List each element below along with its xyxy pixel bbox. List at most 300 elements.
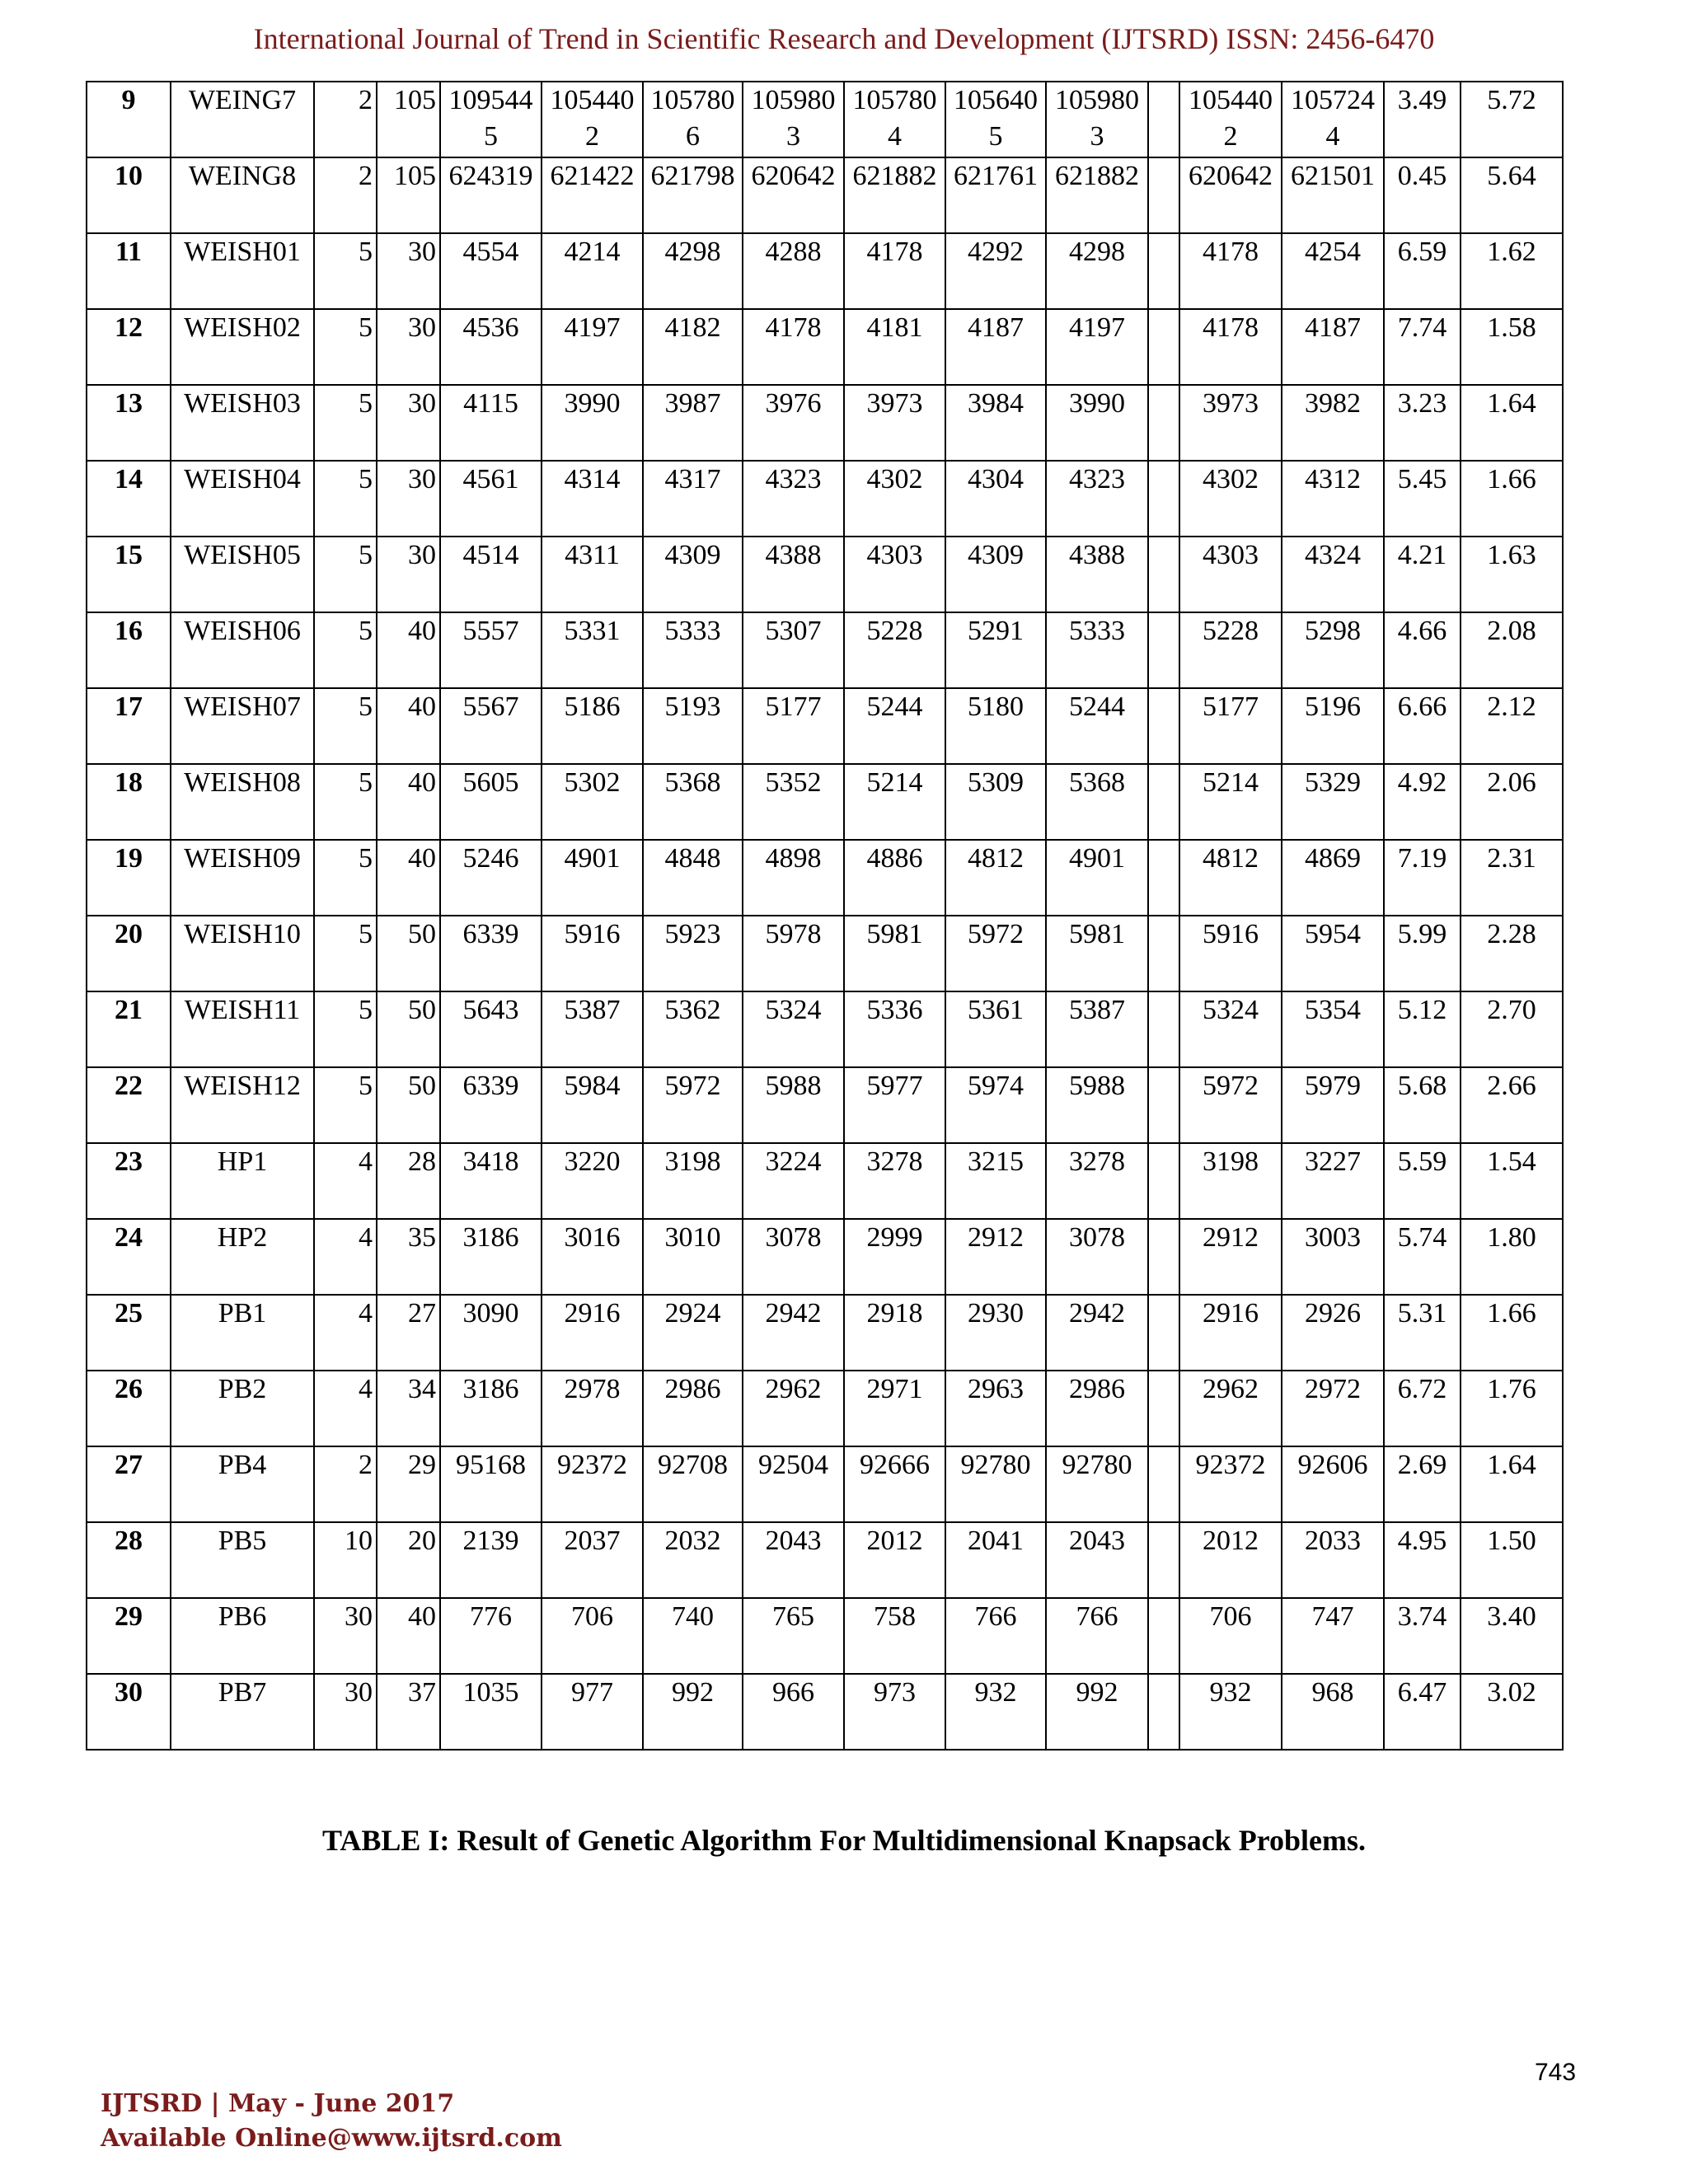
table-cell: 4324 xyxy=(1282,537,1384,612)
table-row xyxy=(87,309,1563,385)
table-cell: 621882 xyxy=(844,157,945,233)
journal-header: International Journal of Trend in Scientific Research and Development (IJTSRD) ISSN: 2456-6470 xyxy=(253,22,1435,55)
instance-name-cell: PB5 xyxy=(171,1522,314,1598)
table-row xyxy=(87,1219,1563,1295)
row-index-cell: 12 xyxy=(87,309,171,385)
table-cell: 3198 xyxy=(643,1143,743,1219)
table-cell: 6339 xyxy=(440,1067,542,1143)
instance-name-cell: PB7 xyxy=(171,1674,314,1750)
table-cell: 1057804 xyxy=(844,82,945,157)
table-cell: 4309 xyxy=(643,537,743,612)
table-cell: 5977 xyxy=(844,1067,945,1143)
table-cell: 4288 xyxy=(743,233,844,309)
table-cell: 4182 xyxy=(643,309,743,385)
row-index-cell: 11 xyxy=(87,233,171,309)
table-cell: 5324 xyxy=(743,991,844,1067)
table-cell xyxy=(1148,1674,1179,1750)
table-cell: 706 xyxy=(1179,1598,1282,1674)
table-cell: 92708 xyxy=(643,1446,743,1522)
table-cell: 5354 xyxy=(1282,991,1384,1067)
table-cell xyxy=(1148,233,1179,309)
table-cell: 5 xyxy=(314,1067,377,1143)
table-cell: 5 xyxy=(314,840,377,916)
table-cell: 50 xyxy=(377,991,440,1067)
table-cell: 4214 xyxy=(542,233,643,309)
table-cell: 35 xyxy=(377,1219,440,1295)
table-cell: 4298 xyxy=(643,233,743,309)
row-index-cell: 17 xyxy=(87,688,171,764)
table-cell: 2924 xyxy=(643,1295,743,1371)
table-cell: 3016 xyxy=(542,1219,643,1295)
table-cell: 4901 xyxy=(542,840,643,916)
table-cell: 3278 xyxy=(844,1143,945,1219)
table-cell: 40 xyxy=(377,764,440,840)
row-index-cell: 16 xyxy=(87,612,171,688)
table-cell: 2930 xyxy=(945,1295,1046,1371)
table-cell: 3.40 xyxy=(1461,1598,1563,1674)
table-cell: 4178 xyxy=(743,309,844,385)
table-cell: 4536 xyxy=(440,309,542,385)
table-cell: 5180 xyxy=(945,688,1046,764)
table-cell: 621761 xyxy=(945,157,1046,233)
table-cell xyxy=(1148,612,1179,688)
table-cell: 1.64 xyxy=(1461,1446,1563,1522)
table-cell: 3.02 xyxy=(1461,1674,1563,1750)
table-cell: 624319 xyxy=(440,157,542,233)
instance-name-cell: WEISH09 xyxy=(171,840,314,916)
table-cell: 3990 xyxy=(1046,385,1148,461)
table-cell: 2.69 xyxy=(1384,1446,1461,1522)
table-row xyxy=(87,1446,1563,1522)
table-cell: 5368 xyxy=(1046,764,1148,840)
table-cell: 5361 xyxy=(945,991,1046,1067)
table-cell: 1095445 xyxy=(440,82,542,157)
table-cell: 4178 xyxy=(1179,233,1282,309)
table-cell: 2926 xyxy=(1282,1295,1384,1371)
table-cell: 5214 xyxy=(844,764,945,840)
table-cell: 105 xyxy=(377,157,440,233)
instance-name-cell: WEING8 xyxy=(171,157,314,233)
table-cell: 30 xyxy=(377,537,440,612)
table-cell xyxy=(1148,840,1179,916)
table-cell: 3215 xyxy=(945,1143,1046,1219)
table-cell: 5605 xyxy=(440,764,542,840)
table-cell: 3220 xyxy=(542,1143,643,1219)
table-cell: 5 xyxy=(314,612,377,688)
table-cell: 7.19 xyxy=(1384,840,1461,916)
table-cell: 621882 xyxy=(1046,157,1148,233)
table-cell: 6.66 xyxy=(1384,688,1461,764)
table-cell: 2139 xyxy=(440,1522,542,1598)
table-cell: 1059803 xyxy=(743,82,844,157)
table-cell: 4 xyxy=(314,1143,377,1219)
instance-name-cell: WEISH06 xyxy=(171,612,314,688)
table-cell: 5981 xyxy=(1046,916,1148,991)
table-cell: 968 xyxy=(1282,1674,1384,1750)
table-cell: 2912 xyxy=(1179,1219,1282,1295)
row-index-cell: 21 xyxy=(87,991,171,1067)
table-row xyxy=(87,1522,1563,1598)
table-cell: 1.50 xyxy=(1461,1522,1563,1598)
table-cell xyxy=(1148,1598,1179,1674)
table-cell: 966 xyxy=(743,1674,844,1750)
table-cell: 2918 xyxy=(844,1295,945,1371)
table-cell: 4.92 xyxy=(1384,764,1461,840)
table-cell: 92666 xyxy=(844,1446,945,1522)
table-cell: 5643 xyxy=(440,991,542,1067)
table-cell: 34 xyxy=(377,1371,440,1446)
table-cell: 766 xyxy=(945,1598,1046,1674)
table-cell: 20 xyxy=(377,1522,440,1598)
footer-website: Available Online@www.ijtsrd.com xyxy=(101,2124,562,2153)
table-cell: 1.66 xyxy=(1461,1295,1563,1371)
table-cell: 92372 xyxy=(1179,1446,1282,1522)
instance-name-cell: WEISH11 xyxy=(171,991,314,1067)
table-cell: 2.70 xyxy=(1461,991,1563,1067)
table-cell: 776 xyxy=(440,1598,542,1674)
table-cell: 766 xyxy=(1046,1598,1148,1674)
table-row xyxy=(87,1067,1563,1143)
table-cell: 4292 xyxy=(945,233,1046,309)
table-cell: 1054402 xyxy=(542,82,643,157)
table-cell: 2.31 xyxy=(1461,840,1563,916)
table-cell: 5.59 xyxy=(1384,1143,1461,1219)
table-cell xyxy=(1148,916,1179,991)
table-cell: 92780 xyxy=(945,1446,1046,1522)
row-index-cell: 27 xyxy=(87,1446,171,1522)
table-cell: 5291 xyxy=(945,612,1046,688)
table-cell: 621798 xyxy=(643,157,743,233)
instance-name-cell: WEISH01 xyxy=(171,233,314,309)
row-index-cell: 14 xyxy=(87,461,171,537)
table-cell: 5196 xyxy=(1282,688,1384,764)
table-cell: 5244 xyxy=(1046,688,1148,764)
table-cell: 2012 xyxy=(1179,1522,1282,1598)
table-cell: 2.06 xyxy=(1461,764,1563,840)
table-cell: 4 xyxy=(314,1295,377,1371)
table-cell: 2037 xyxy=(542,1522,643,1598)
instance-name-cell: WEISH03 xyxy=(171,385,314,461)
table-cell: 5.72 xyxy=(1461,82,1563,157)
table-cell: 2999 xyxy=(844,1219,945,1295)
table-cell: 7.74 xyxy=(1384,309,1461,385)
table-cell: 2986 xyxy=(1046,1371,1148,1446)
table-cell: 3.49 xyxy=(1384,82,1461,157)
table-cell: 620642 xyxy=(1179,157,1282,233)
table-row xyxy=(87,916,1563,991)
table-cell: 6.47 xyxy=(1384,1674,1461,1750)
table-cell xyxy=(1148,1446,1179,1522)
table-cell xyxy=(1148,1295,1179,1371)
table-cell: 30 xyxy=(377,309,440,385)
table-cell: 5244 xyxy=(844,688,945,764)
table-cell: 4869 xyxy=(1282,840,1384,916)
instance-name-cell: WEISH10 xyxy=(171,916,314,991)
table-cell: 4298 xyxy=(1046,233,1148,309)
results-table xyxy=(86,81,1564,1750)
table-cell: 706 xyxy=(542,1598,643,1674)
table-cell: 5.45 xyxy=(1384,461,1461,537)
instance-name-cell: PB2 xyxy=(171,1371,314,1446)
table-cell: 4311 xyxy=(542,537,643,612)
table-cell: 5.12 xyxy=(1384,991,1461,1067)
table-cell: 2912 xyxy=(945,1219,1046,1295)
table-cell: 3078 xyxy=(743,1219,844,1295)
table-cell: 5 xyxy=(314,233,377,309)
table-cell: 5978 xyxy=(743,916,844,991)
table-cell: 5329 xyxy=(1282,764,1384,840)
table-cell: 932 xyxy=(1179,1674,1282,1750)
table-cell: 3982 xyxy=(1282,385,1384,461)
table-cell: 5.64 xyxy=(1461,157,1563,233)
instance-name-cell: PB4 xyxy=(171,1446,314,1522)
table-cell: 758 xyxy=(844,1598,945,1674)
table-cell: 5324 xyxy=(1179,991,1282,1067)
table-cell: 5988 xyxy=(1046,1067,1148,1143)
table-cell: 50 xyxy=(377,1067,440,1143)
table-cell: 2012 xyxy=(844,1522,945,1598)
table-cell: 30 xyxy=(377,233,440,309)
table-cell: 5988 xyxy=(743,1067,844,1143)
table-cell: 3973 xyxy=(844,385,945,461)
table-cell: 1057806 xyxy=(643,82,743,157)
table-cell: 2043 xyxy=(743,1522,844,1598)
instance-name-cell: WEISH05 xyxy=(171,537,314,612)
table-cell: 5916 xyxy=(1179,916,1282,991)
table-cell: 6.72 xyxy=(1384,1371,1461,1446)
table-cell: 4.95 xyxy=(1384,1522,1461,1598)
table-cell: 40 xyxy=(377,688,440,764)
table-cell: 5 xyxy=(314,991,377,1067)
table-cell xyxy=(1148,1219,1179,1295)
table-cell: 5.99 xyxy=(1384,916,1461,991)
table-cell: 3090 xyxy=(440,1295,542,1371)
table-cell: 3987 xyxy=(643,385,743,461)
table-cell: 2963 xyxy=(945,1371,1046,1446)
table-cell: 3.23 xyxy=(1384,385,1461,461)
table-cell: 30 xyxy=(377,385,440,461)
row-index-cell: 24 xyxy=(87,1219,171,1295)
table-cell xyxy=(1148,991,1179,1067)
table-cell: 30 xyxy=(314,1674,377,1750)
table-cell: 5186 xyxy=(542,688,643,764)
table-cell: 0.45 xyxy=(1384,157,1461,233)
table-cell: 5177 xyxy=(1179,688,1282,764)
table-cell: 50 xyxy=(377,916,440,991)
table-cell: 5228 xyxy=(1179,612,1282,688)
table-cell: 4554 xyxy=(440,233,542,309)
table-cell: 4901 xyxy=(1046,840,1148,916)
table-cell: 973 xyxy=(844,1674,945,1750)
table-cell: 5 xyxy=(314,385,377,461)
table-cell: 5228 xyxy=(844,612,945,688)
instance-name-cell: WEISH07 xyxy=(171,688,314,764)
table-cell: 4848 xyxy=(643,840,743,916)
row-index-cell: 18 xyxy=(87,764,171,840)
row-index-cell: 23 xyxy=(87,1143,171,1219)
table-cell: 4304 xyxy=(945,461,1046,537)
table-cell: 29 xyxy=(377,1446,440,1522)
table-cell: 5.74 xyxy=(1384,1219,1461,1295)
table-cell: 4323 xyxy=(1046,461,1148,537)
table-cell: 5557 xyxy=(440,612,542,688)
table-cell xyxy=(1148,764,1179,840)
table-cell: 2962 xyxy=(743,1371,844,1446)
table-cell: 2971 xyxy=(844,1371,945,1446)
table-cell: 5362 xyxy=(643,991,743,1067)
table-cell xyxy=(1148,537,1179,612)
table-cell: 10 xyxy=(314,1522,377,1598)
table-cell: 2.66 xyxy=(1461,1067,1563,1143)
table-cell: 4.21 xyxy=(1384,537,1461,612)
table-cell: 3186 xyxy=(440,1219,542,1295)
table-cell xyxy=(1148,461,1179,537)
table-cell xyxy=(1148,688,1179,764)
table-cell: 3990 xyxy=(542,385,643,461)
table-cell: 2986 xyxy=(643,1371,743,1446)
table-cell: 4314 xyxy=(542,461,643,537)
table-cell: 4.66 xyxy=(1384,612,1461,688)
table-cell: 1059803 xyxy=(1046,82,1148,157)
table-cell xyxy=(1148,385,1179,461)
table-row xyxy=(87,157,1563,233)
table-body xyxy=(87,82,1563,1750)
table-cell: 5916 xyxy=(542,916,643,991)
table-cell: 4886 xyxy=(844,840,945,916)
table-cell: 5923 xyxy=(643,916,743,991)
table-cell: 5979 xyxy=(1282,1067,1384,1143)
instance-name-cell: PB6 xyxy=(171,1598,314,1674)
table-cell: 3418 xyxy=(440,1143,542,1219)
instance-name-cell: WEISH04 xyxy=(171,461,314,537)
table-cell: 2942 xyxy=(743,1295,844,1371)
table-cell: 105 xyxy=(377,82,440,157)
instance-name-cell: HP2 xyxy=(171,1219,314,1295)
table-cell: 740 xyxy=(643,1598,743,1674)
table-cell: 5 xyxy=(314,688,377,764)
table-cell: 5972 xyxy=(945,916,1046,991)
table-cell: 3186 xyxy=(440,1371,542,1446)
row-index-cell: 26 xyxy=(87,1371,171,1446)
table-cell: 5 xyxy=(314,461,377,537)
table-cell: 5954 xyxy=(1282,916,1384,991)
table-cell: 5974 xyxy=(945,1067,1046,1143)
row-index-cell: 19 xyxy=(87,840,171,916)
table-cell: 1035 xyxy=(440,1674,542,1750)
table-cell: 4197 xyxy=(1046,309,1148,385)
table-cell: 1.80 xyxy=(1461,1219,1563,1295)
table-cell: 5972 xyxy=(1179,1067,1282,1143)
table-cell xyxy=(1148,1522,1179,1598)
table-cell: 992 xyxy=(643,1674,743,1750)
table-cell: 2.12 xyxy=(1461,688,1563,764)
table-cell: 1056405 xyxy=(945,82,1046,157)
table-caption: TABLE I: Result of Genetic Algorithm For Multidimensional Knapsack Problems. xyxy=(321,1824,1367,1857)
instance-name-cell: HP1 xyxy=(171,1143,314,1219)
row-index-cell: 9 xyxy=(87,82,171,157)
row-index-cell: 22 xyxy=(87,1067,171,1143)
table-cell: 2972 xyxy=(1282,1371,1384,1446)
table-cell: 4 xyxy=(314,1371,377,1446)
table-cell: 1054402 xyxy=(1179,82,1282,157)
table-cell xyxy=(1148,157,1179,233)
row-index-cell: 28 xyxy=(87,1522,171,1598)
page-number: 743 xyxy=(1535,2059,1577,2086)
table-cell: 1.58 xyxy=(1461,309,1563,385)
table-row xyxy=(87,1674,1563,1750)
table-cell: 4 xyxy=(314,1219,377,1295)
table-cell: 765 xyxy=(743,1598,844,1674)
table-cell: 2 xyxy=(314,1446,377,1522)
table-cell: 4312 xyxy=(1282,461,1384,537)
table-cell: 92504 xyxy=(743,1446,844,1522)
table-cell: 2.28 xyxy=(1461,916,1563,991)
table-cell: 6339 xyxy=(440,916,542,991)
table-cell: 5 xyxy=(314,764,377,840)
table-cell: 4197 xyxy=(542,309,643,385)
table-cell xyxy=(1148,1143,1179,1219)
table-cell: 620642 xyxy=(743,157,844,233)
table-cell: 621501 xyxy=(1282,157,1384,233)
table-cell: 92780 xyxy=(1046,1446,1148,1522)
table-cell: 4388 xyxy=(1046,537,1148,612)
table-cell: 3976 xyxy=(743,385,844,461)
table-cell: 2978 xyxy=(542,1371,643,1446)
table-cell: 5981 xyxy=(844,916,945,991)
table-row xyxy=(87,385,1563,461)
footer xyxy=(101,2087,562,2156)
table-cell: 2 xyxy=(314,157,377,233)
table-row xyxy=(87,764,1563,840)
table-cell: 5177 xyxy=(743,688,844,764)
table-cell: 4303 xyxy=(1179,537,1282,612)
table-cell: 3003 xyxy=(1282,1219,1384,1295)
table-cell: 5 xyxy=(314,916,377,991)
table-cell: 2.08 xyxy=(1461,612,1563,688)
table-cell: 4181 xyxy=(844,309,945,385)
table-cell: 3984 xyxy=(945,385,1046,461)
table-cell: 4178 xyxy=(1179,309,1282,385)
table-cell: 1.66 xyxy=(1461,461,1563,537)
table-cell: 5336 xyxy=(844,991,945,1067)
table-cell: 30 xyxy=(377,461,440,537)
table-cell: 977 xyxy=(542,1674,643,1750)
table-cell: 5193 xyxy=(643,688,743,764)
table-cell: 5309 xyxy=(945,764,1046,840)
row-index-cell: 15 xyxy=(87,537,171,612)
table-cell: 4812 xyxy=(1179,840,1282,916)
instance-name-cell: WEISH12 xyxy=(171,1067,314,1143)
table-cell: 1.64 xyxy=(1461,385,1563,461)
table-cell: 5368 xyxy=(643,764,743,840)
table-cell: 28 xyxy=(377,1143,440,1219)
table-cell: 4115 xyxy=(440,385,542,461)
table-row xyxy=(87,461,1563,537)
table-cell: 30 xyxy=(314,1598,377,1674)
table-cell: 4303 xyxy=(844,537,945,612)
table-cell: 4178 xyxy=(844,233,945,309)
table-cell: 3.74 xyxy=(1384,1598,1461,1674)
table-cell: 5331 xyxy=(542,612,643,688)
table-cell xyxy=(1148,1067,1179,1143)
table-cell: 5387 xyxy=(542,991,643,1067)
table-cell xyxy=(1148,1371,1179,1446)
table-cell: 5567 xyxy=(440,688,542,764)
table-cell: 92606 xyxy=(1282,1446,1384,1522)
table-cell: 4317 xyxy=(643,461,743,537)
table-cell: 5214 xyxy=(1179,764,1282,840)
row-index-cell: 13 xyxy=(87,385,171,461)
